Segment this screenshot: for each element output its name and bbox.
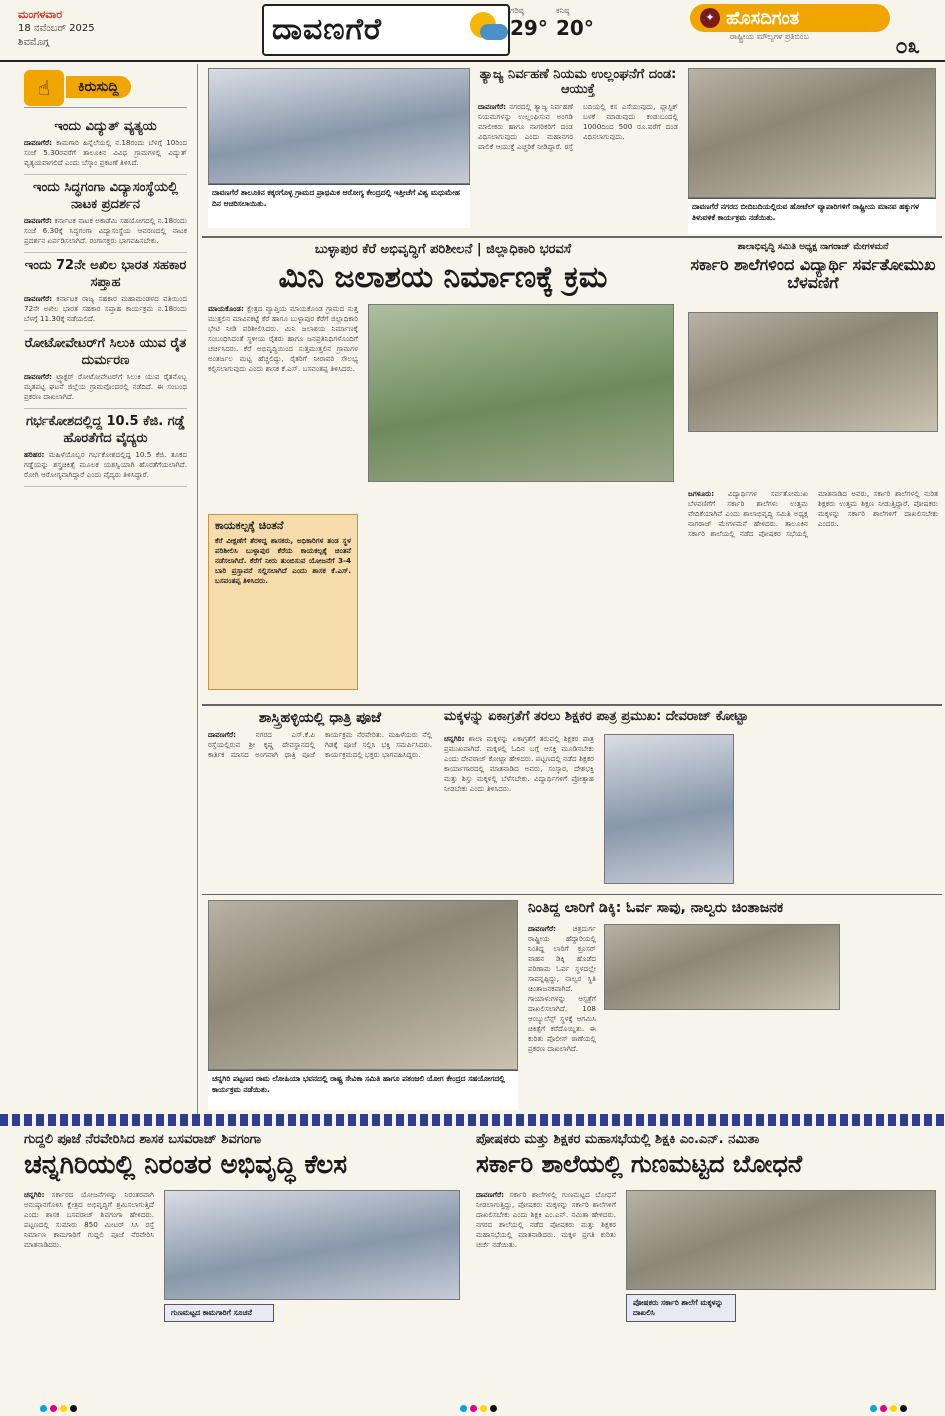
pull-quote-title: ಕಾಯಕಲ್ಪಕ್ಕೆ ಚಿಂತನೆ — [215, 518, 284, 532]
black-dot — [70, 1405, 77, 1412]
section-divider — [202, 894, 942, 895]
brief-title: ಇಂದು ಸಿದ್ಧಗಂಗಾ ವಿದ್ಯಾಸಂಸ್ಥೆಯಲ್ಲಿ ನಾಟಕ ಪ್ರದರ್ಶನ — [33, 180, 178, 212]
school-kicker: ಶಾಲಾಭಿವೃದ್ಧಿ ಸಮಿತಿ ಅಧ್ಯಕ್ಷ ನಾಗರಾಜ್ ಮೇಗಳಮನೆ — [737, 242, 889, 252]
brief-body: ಕಾಮಗಾರಿ ಹಿನ್ನೆಲೆಯಲ್ಲಿ ನ.18ರಂದು ಬೆಳಗ್ಗೆ 10ರಿಂದ ಸಂಜೆ 5.30ರವರೆಗೆ ತಾಲೂಕಿನ ವಿವಿಧ ಗ್ರಾಮಗಳಲ್ಲಿ ವಿದ್ಯುತ್ ವ್ಯತ್ಯಯವಾಗಲಿದೆ ಎಂದು ಬೆಸ್ಕಾಂ ಪ್ರಕಟಣೆ ತಿಳಿಸಿದೆ. — [24, 138, 187, 167]
accident-article — [528, 900, 938, 1110]
masthead — [0, 0, 945, 62]
parents-meeting-article — [476, 1132, 938, 1402]
teacher-headline: ಮಕ್ಕಳನ್ನು ಏಕಾಗ್ರತೆಗೆ ತರಲು ಶಿಕ್ಷಕರ ಪಾತ್ರ ಪ್ರಮುಖ: ದೇವರಾಜ್ ಕೋಟ್ಟಾ — [444, 710, 749, 724]
yellow-dot — [890, 1405, 897, 1412]
brief-title: ರೋಟೋವೇಟರ್‌ಗೆ ಸಿಲುಕಿ ಯುವ ರೈತ ದುರ್ಮರಣ — [24, 336, 187, 368]
puja-text — [208, 730, 432, 760]
yellow-dot — [60, 1405, 67, 1412]
enrol-inset: ಪೋಷಕರು ಸರ್ಕಾರಿ ಶಾಲೆಗೆ ಮಕ್ಕಳನ್ನು ದಾಖಲಿಸಿ — [626, 1294, 736, 1322]
max-temp-value: 29° — [510, 16, 548, 40]
accident-scene-photo — [604, 924, 840, 1010]
registration-marks — [40, 1405, 77, 1412]
ground-breaking-photo — [164, 1190, 460, 1300]
puja-headline: ಶಾಸ್ತ್ರಿಹಳ್ಳಿಯಲ್ಲಿ ಧಾತ್ರಿ ಪೂಜೆ — [258, 710, 382, 726]
lead-headline: ಮಿನಿ ಜಲಾಶಯ ನಿರ್ಮಾಣಕ್ಕೆ ಕ್ರಮ — [278, 260, 608, 295]
brief-dateline: ದಾವಣಗೆರೆ: — [24, 138, 53, 147]
accident-text — [528, 924, 596, 1054]
decorative-band — [0, 1114, 945, 1126]
school-meeting-photo — [688, 312, 938, 432]
page-number: ೦೩ — [895, 34, 920, 59]
lead-article — [208, 242, 678, 700]
brief-item — [24, 253, 187, 331]
brief-body: ಟ್ರ್ಯಾಕ್ಟರ್ ರೋಟೋವೇಟರ್‌ಗೆ ಸಿಲುಕಿ ಯುವ ರೈತನೊಬ್ಬ ಮೃತಪಟ್ಟ ಘಟನೆ ಜಿಲ್ಲೆಯ ಗ್ರಾಮವೊಂದರಲ್ಲಿ ನಡೆದಿದೆ. ಈ ಸಂಬಂಧ ಪ್ರಕರಣ ದಾಖಲಾಗಿದೆ. — [24, 372, 187, 401]
city-name: ದಾವಣಗೆರೆ — [272, 12, 382, 47]
pull-quote-box — [208, 514, 358, 690]
magenta-dot — [470, 1405, 477, 1412]
brief-title: ಇಂದು 72ನೇ ಅಖಿಲ ಭಾರತ ಸಹಕಾರ ಸಪ್ತಾಹ — [24, 258, 187, 290]
brief-item — [24, 114, 187, 175]
brief-dateline: ದಾವಣಗೆರೆ: — [24, 372, 53, 381]
registration-marks — [460, 1405, 497, 1412]
brief-dateline: ದಾವಣಗೆರೆ: — [24, 294, 53, 303]
puja-body: ನಗರದ ಎಸ್.ಕೆ.ಪಿ ರಸ್ತೆಯಲ್ಲಿರುವ ಶ್ರೀ ಕೃಷ್ಣ ದೇವಸ್ಥಾನದಲ್ಲಿ ಕಾರ್ತಿಕ ಮಾಸದ ಅಂಗವಾಗಿ ಧಾತ್ರಿ ಪೂಜೆ ಕಾರ್ಯಕ್ರಮ ನೆರವೇರಿತು. ಮಹಿಳೆಯರು ನೆಲ್ಲಿ ಗಿಡಕ್ಕೆ ಪೂಜೆ ಸಲ್ಲಿಸಿ ಭಕ್ತಿ ಸಮರ್ಪಿಸಿದರು. ಕಾರ್ಯಕ್ರಮದಲ್ಲಿ ಭಕ್ತರು ಭಾಗವಹಿಸಿದ್ದರು. — [208, 730, 432, 760]
development-dateline: ಚನ್ನಗಿರಿ: — [24, 1190, 45, 1199]
yellow-dot — [480, 1405, 487, 1412]
news-briefs-column — [0, 64, 198, 1114]
min-temp-block — [556, 6, 600, 40]
dateline-block — [18, 8, 95, 50]
lead-body-area — [208, 304, 678, 701]
brief-title: ಗರ್ಭಕೋಶದಲ್ಲಿದ್ದ 10.5 ಕೆಜಿ. ಗಡ್ಡೆ ಹೊರತೆಗೆದ ವೈದ್ಯರು — [26, 414, 185, 446]
school-dateline: ಜಗಳೂರು: — [688, 488, 715, 498]
brief-body: ಮಹಿಳೆಯೊಬ್ಬರ ಗರ್ಭಕೋಶದಲ್ಲಿದ್ದ 10.5 ಕೆಜಿ. ತೂಕದ ಗಡ್ಡೆಯನ್ನು ಶಸ್ತ್ರಚಿಕಿತ್ಸೆ ಮೂಲಕ ಯಶಸ್ವಿಯಾಗಿ ಹೊರತೆಗೆಯಲಾಗಿದೆ. ರೋಗಿ ಆರೋಗ್ಯವಾಗಿದ್ದಾರೆ ಎಂದು ವೈದ್ಯರು ತಿಳಿಸಿದ್ದಾರೆ. — [24, 450, 187, 479]
parents-meeting-headline: ಸರ್ಕಾರಿ ಶಾಲೆಯಲ್ಲಿ ಗುಣಮಟ್ಟದ ಬೋಧನೆ — [476, 1150, 803, 1178]
school-text — [688, 489, 938, 539]
brand-name: ಹೊಸದಿಗಂತ — [726, 7, 800, 29]
puja-article — [208, 710, 432, 890]
development-kicker: ಗುದ್ದಲಿ ಪೂಜೆ ನೆರವೇರಿಸಿದ ಶಾಸಕ ಬಸವರಾಜ್ ಶಿವಗಂಗಾ — [24, 1132, 262, 1147]
parents-meeting-dateline: ದಾವಣಗೆರೆ: — [476, 1190, 505, 1199]
black-dot — [490, 1405, 497, 1412]
magenta-dot — [50, 1405, 57, 1412]
brief-title: ಇಂದು ವಿದ್ಯುತ್ ವ್ಯತ್ಯಯ — [54, 119, 157, 134]
teacher-article — [444, 710, 938, 890]
seva-samiti-caption: ಚನ್ನಗಿರಿ ಪಟ್ಟಣದ ರಾಮ ಲೋಹಿಯಾ ಭವನದಲ್ಲಿ ರಾಷ್ಟ್ರ ಸೇವಿಕಾ ಸಮಿತಿ ಹಾಗೂ ಪತಂಜಲಿ ಯೋಗ ಕೇಂದ್ರದ ಸಹಯೋಗದಲ್ಲಿ ಕಾರ್ಯಕ್ರಮ ನಡೆಯಿತು. — [208, 1070, 518, 1110]
black-dot — [900, 1405, 907, 1412]
magenta-dot — [880, 1405, 887, 1412]
school-headline: ಸರ್ಕಾರಿ ಶಾಲೆಗಳಿಂದ ವಿದ್ಯಾರ್ಥಿ ಸರ್ವತೋಮುಖ ಬೆಳವಣಿಗೆ — [690, 255, 936, 293]
accident-dateline: ದಾವಣಗೆರೆ: — [528, 924, 557, 933]
newspaper-brand — [690, 4, 920, 59]
brief-item — [24, 331, 187, 409]
brand-logo — [690, 4, 890, 32]
development-headline: ಚನ್ನಗಿರಿಯಲ್ಲಿ ನಿರಂತರ ಅಭಿವೃದ್ಧಿ ಕೆಲಸ — [24, 1150, 348, 1180]
weather-widget — [470, 6, 600, 52]
max-temp-label: ಗರಿಷ್ಠ — [510, 6, 524, 15]
issue-date: 18 ನವೆಂಬರ್ 2025 — [18, 23, 95, 34]
brief-text — [24, 216, 187, 246]
development-body: ಸರ್ಕಾರದ ಯೋಜನೆಗಳನ್ನು ನಿರಂತರವಾಗಿ ಅನುಷ್ಠಾನಗೊಳಿಸಿ ಕ್ಷೇತ್ರದ ಅಭಿವೃದ್ಧಿಗೆ ಶ್ರಮಿಸಲಾಗುತ್ತಿದೆ ಎಂದು ಶಾಸಕ ಬಸವರಾಜ್ ಶಿವಗಂಗಾ ಹೇಳಿದರು. ಪಟ್ಟಣದಲ್ಲಿ ಸುಮಾರು 850 ಮೀಟರ್ ಸಿಸಿ ರಸ್ತೆ ನಿರ್ಮಾಣ ಕಾಮಗಾರಿಗೆ ಗುದ್ದಲಿ ಪೂಜೆ ನೆರವೇರಿಸಿ ಮಾತನಾಡಿದರು. — [24, 1190, 154, 1249]
teacher-workshop-photo — [604, 734, 734, 884]
teacher-body: ಶಾಲಾ ಮಕ್ಕಳನ್ನು ಏಕಾಗ್ರತೆಗೆ ತರುವಲ್ಲಿ ಶಿಕ್ಷಕರ ಪಾತ್ರ ಪ್ರಮುಖವಾಗಿದೆ. ಮಕ್ಕಳಲ್ಲಿ ಓದಿನ ಬಗ್ಗೆ ಆಸಕ್ತಿ ಮೂಡಿಸಬೇಕು ಎಂದು ದೇವರಾಜ್ ಕೋಟ್ಟಾ ಹೇಳಿದರು. ಪಟ್ಟಣದಲ್ಲಿ ನಡೆದ ಶಿಕ್ಷಕರ ಕಾರ್ಯಾಗಾರದಲ್ಲಿ ಮಾತನಾಡಿದ ಅವರು, ಸಂಸ್ಕಾರ, ದೇಶಭಕ್ತಿ ಮತ್ತು ಶಿಸ್ತು ಮಕ್ಕಳಲ್ಲಿ ಬೆಳೆಸಬೇಕು. ವಿದ್ಯಾರ್ಥಿಗಳಿಗೆ ಪ್ರೋತ್ಸಾಹ ನೀಡಬೇಕು ಎಂದು ತಿಳಿಸಿದರು. — [444, 734, 594, 793]
development-text — [24, 1190, 154, 1250]
weekday: ಮಂಗಳವಾರ — [18, 8, 63, 21]
school-article — [688, 242, 938, 700]
accident-body: ಚಿತ್ರದುರ್ಗ ರಾಷ್ಟ್ರೀಯ ಹೆದ್ದಾರಿಯಲ್ಲಿ ನಿಂತಿದ್ದ ಲಾರಿಗೆ ಕ್ರೂಸರ್ ವಾಹನ ಡಿಕ್ಕಿ ಹೊಡೆದ ಪರಿಣಾಮ ಓರ್ವ ಸ್ಥಳದಲ್ಲೇ ಸಾವನ್ನಪ್ಪಿದ್ದು, ನಾಲ್ವರ ಸ್ಥಿತಿ ಚಿಂತಾಜನಕವಾಗಿದೆ. ಗಾಯಾಳುಗಳನ್ನು ಆಸ್ಪತ್ರೆಗೆ ದಾಖಲಿಸಲಾಗಿದೆ. 108 ಆಂಬ್ಯುಲೆನ್ಸ್ ಸ್ಥಳಕ್ಕೆ ಆಗಮಿಸಿ ಚಿಕಿತ್ಸೆಗೆ ಕರೆದೊಯ್ದಿತು. ಈ ಕುರಿತು ಪೊಲೀಸ್ ಠಾಣೆಯಲ್ಲಿ ಪ್ರಕರಣ ದಾಖಲಾಗಿದೆ. — [528, 924, 596, 1053]
development-article — [24, 1132, 464, 1402]
diabetes-day-caption: ದಾವಣಗೆರೆ ತಾಲೂಕಿನ ಕಕ್ಕರಗೊಳ್ಳ ಗ್ರಾಮದ ಪ್ರಾಥಮಿಕ ಆರೋಗ್ಯ ಕೇಂದ್ರದಲ್ಲಿ ಇತ್ತೀಚೆಗೆ ವಿಶ್ವ ಮಧುಮೇಹ ದಿನ ಆಚರಿಸಲಾಯಿತು. — [208, 184, 470, 228]
quality-work-inset: ಗುಣಮಟ್ಟದ ಕಾಮಗಾರಿಗೆ ಸೂಚನೆ — [164, 1304, 274, 1322]
brief-text — [24, 138, 187, 168]
teacher-dateline: ಚನ್ನಗಿರಿ: — [444, 734, 465, 743]
brief-item — [24, 409, 187, 487]
edition-name: ಶಿವಮೊಗ್ಗ — [18, 37, 50, 48]
brief-dateline: ಹರಿಹರ: — [24, 450, 45, 459]
lead-kicker: ಬುಳ್ಳಾಪುರ ಕೆರೆ ಅಭಿವೃದ್ಧಿಗೆ ಪರಿಶೀಲನೆ | ಜಿಲ್ಲಾಧಿಕಾರಿ ಭರವಸೆ — [314, 242, 572, 257]
diabetes-day-photo — [208, 68, 470, 184]
teacher-text — [444, 734, 594, 794]
lead-body: ಕ್ಷೇತ್ರದ ವ್ಯಾಪ್ತಿಯ ಮಾಯಕೊಂಡ ಗ್ರಾಮದ ಸುತ್ತ ಮುತ್ತಲಿನ ಮಾವಿನಕಟ್ಟೆ ಕೆರೆ ಹಾಗೂ ಬುಳ್ಳಾಪುರ ಕೆರೆಗೆ ಜಿಲ್ಲಾಧಿಕಾರಿ ಭೇಟಿ ನೀಡಿ ಪರಿಶೀಲಿಸಿದರು. ಮಿನಿ ಜಲಾಶಯ ನಿರ್ಮಾಣಕ್ಕೆ ಸಂಬಂಧಿಸಿದಂತೆ ಸ್ಥಳೀಯ ರೈತರು ಹಾಗೂ ಜನಪ್ರತಿನಿಧಿಗಳೊಂದಿಗೆ ಚರ್ಚಿಸಿದರು. ಕೆರೆ ಅಭಿವೃದ್ಧಿಯಿಂದ ಸುತ್ತಮುತ್ತಲಿನ ಗ್ರಾಮಗಳ ಅಂತರ್ಜಲ ಮಟ್ಟ ಹೆಚ್ಚಲಿದ್ದು, ರೈತರಿಗೆ ನೀರಾವರಿ ಸೌಲಭ್ಯ ಕಲ್ಪಿಸಲಾಗುವುದು ಎಂದು ಶಾಸಕ ಕೆ.ಎಸ್. ಬಸವಂತಪ್ಪ ತಿಳಿಸಿದರು. — [208, 303, 358, 373]
parents-meeting-body: ಸರ್ಕಾರಿ ಶಾಲೆಗಳಲ್ಲಿ ಗುಣಮಟ್ಟದ ಬೋಧನೆ ನೀಡಲಾಗುತ್ತಿದ್ದು, ಪೋಷಕರು ಮಕ್ಕಳನ್ನು ಸರ್ಕಾರಿ ಶಾಲೆಗಳಿಗೆ ದಾಖಲಿಸಬೇಕು ಎಂದು ಶಿಕ್ಷಕಿ ಎಂ.ಎನ್. ನಮಿತಾ ಹೇಳಿದರು. ನಗರದ ಶಾಲೆಯಲ್ಲಿ ನಡೆದ ಪೋಷಕರು ಮತ್ತು ಶಿಕ್ಷಕರ ಮಹಾಸಭೆಯಲ್ಲಿ ಮಾತನಾಡಿದರು. ಮಕ್ಕಳ ಪ್ರಗತಿ ಕುರಿತು ಚರ್ಚೆ ನಡೆಯಿತು. — [476, 1190, 616, 1249]
brand-tagline: ರಾಷ್ಟ್ರೀಯ ಮೌಲ್ಯಗಳ ಪ್ರತಿಬಿಂಬ — [730, 32, 809, 41]
puja-dateline: ದಾವಣಗೆರೆ: — [208, 730, 237, 740]
cyan-dot — [40, 1405, 47, 1412]
brief-body: ಕರ್ನಾಟಕ ರಾಜ್ಯ ಸಹಕಾರ ಮಹಾಮಂಡಳದ ವತಿಯಿಂದ 72ನೇ ಅಖಿಲ ಭಾರತ ಸಹಕಾರ ಸಪ್ತಾಹ ಕಾರ್ಯಕ್ರಮ ನ.18ರಂದು ಬೆಳಗ್ಗೆ 11.30ಕ್ಕೆ ನಡೆಯಲಿದೆ. — [24, 294, 187, 323]
cyan-dot — [460, 1405, 467, 1412]
lead-dateline: ಮಾಯಕೊಂಡ: — [208, 303, 244, 313]
brief-item — [24, 175, 187, 253]
accident-headline: ನಿಂತಿದ್ದ ಲಾರಿಗೆ ಡಿಕ್ಕಿ: ಓರ್ವ ಸಾವು, ನಾಲ್ವರು ಚಿಂತಾಜನಕ — [528, 900, 784, 916]
section-divider — [202, 236, 942, 238]
briefs-title: ಕಿರುಸುದ್ದಿ — [66, 76, 131, 98]
brief-text — [24, 294, 187, 324]
brief-text — [24, 372, 187, 402]
waste-rule-body: ನಗರದಲ್ಲಿ ತ್ಯಾಜ್ಯ ನಿರ್ವಹಣೆ ನಿಯಮಗಳನ್ನು ಉಲ್ಲಂಘಿಸುವ ಅಂಗಡಿ ಮಾಲೀಕರು ಹಾಗೂ ನಾಗರಿಕರಿಗೆ ದಂಡ ವಿಧಿಸಲಾಗುವುದು ಎಂದು ಮಹಾನಗರ ಪಾಲಿಕೆ ಆಯುಕ್ತೆ ಎಚ್ಚರಿಕೆ ನೀಡಿದ್ದಾರೆ. ರಸ್ತೆ ಬದಿಯಲ್ಲಿ ಕಸ ಎಸೆಯುವುದು, ಪ್ಲಾಸ್ಟಿಕ್ ಬಳಕೆ ಮಾಡುವುದು ಕಂಡುಬಂದಲ್ಲಿ 1000ದಿಂದ 500 ರೂ.ವರೆಗೆ ದಂಡ ವಿಧಿಸಲಾಗುವುದು. — [478, 101, 678, 151]
waste-rule-headline: ತ್ಯಾಜ್ಯ ನಿರ್ವಹಣೆ ನಿಯಮ ಉಲ್ಲಂಘನೆಗೆ ದಂಡ: ಆಯುಕ್ತೆ — [479, 68, 677, 97]
waste-rule-dateline: ದಾವಣಗೆರೆ: — [478, 101, 507, 111]
briefs-header — [24, 64, 187, 108]
registration-marks — [870, 1405, 907, 1412]
brief-text — [24, 450, 187, 480]
brief-dateline: ದಾವಣಗೆರೆ: — [24, 216, 53, 225]
waste-rule-text — [478, 102, 678, 152]
max-temp-block — [510, 6, 554, 40]
cloud-icon — [480, 24, 508, 40]
min-temp-label: ಕನಿಷ್ಠ — [556, 6, 570, 15]
waste-rule-article — [478, 68, 678, 228]
brand-emblem-icon: ✦ — [700, 8, 720, 28]
cyan-dot — [870, 1405, 877, 1412]
min-temp-value: 20° — [556, 16, 594, 40]
hotel-workshop-caption: ದಾವಣಗೆರೆ ನಗರದ ಬೀದಿಬದಿಯಲ್ಲಿರುವ ಹೋಟೆಲ್ ವ್ಯಾಪಾರಿಗಳಿಗೆ ರಾಷ್ಟ್ರೀಯ ಮಾನವ ಹಕ್ಕುಗಳ ತಿಳುವಳಿಕೆ ಕಾರ್ಯಕ್ರಮ ನಡೆಯಿತು. — [688, 198, 936, 234]
school-body: ವಿದ್ಯಾರ್ಥಿಗಳ ಸರ್ವತೋಮುಖ ಬೆಳವಣಿಗೆಗೆ ಸರ್ಕಾರಿ ಶಾಲೆಗಳು ಉತ್ತಮ ವೇದಿಕೆಯಾಗಿವೆ ಎಂದು ಶಾಲಾಭಿವೃದ್ಧಿ ಸಮಿತಿ ಅಧ್ಯಕ್ಷ ನಾಗರಾಜ್ ಮೇಗಳಮನೆ ಹೇಳಿದರು. ತಾಲೂಕಿನ ಸರ್ಕಾರಿ ಶಾಲೆಯಲ್ಲಿ ನಡೆದ ಪೋಷಕರ ಸಭೆಯಲ್ಲಿ ಮಾತನಾಡಿದ ಅವರು, ಸರ್ಕಾರಿ ಶಾಲೆಗಳಲ್ಲಿ ನುರಿತ ಶಿಕ್ಷಕರು ಉತ್ತಮ ಶಿಕ್ಷಣ ನೀಡುತ್ತಿದ್ದಾರೆ. ಪೋಷಕರು ಮಕ್ಕಳನ್ನು ಸರ್ಕಾರಿ ಶಾಲೆಗಳಿಗೆ ದಾಖಲಿಸಬೇಕು ಎಂದರು. — [688, 488, 938, 538]
pull-quote-body: ಕೆರೆ ವೀಕ್ಷಣೆಗೆ ತೆರಳಿದ್ದ ಶಾಸಕರು, ಅಧಿಕಾರಿಗಳ ತಂಡ ಸ್ಥಳ ಪರಿಶೀಲಿಸಿ ಬುಳ್ಳಾಪುರ ಕೆರೆಯ ಕಾಯಕಲ್ಪಕ್ಕೆ ಚಿಂತನೆ ನಡೆಸಲಾಗಿದೆ. ಕೆರೆಗೆ ನೀರು ತುಂಬಿಸುವ ಯೋಜನೆಗೆ 3-4 ಬಾರಿ ಪ್ರಸ್ತಾವನೆ ಸಲ್ಲಿಸಲಾಗಿದೆ ಎಂದು ಶಾಸಕ ಕೆ.ಎಸ್. ಬಸವಂತಪ್ಪ ತಿಳಿಸಿದರು. — [215, 535, 351, 585]
brief-body: ಕರ್ನಾಟಕ ನಾಟಕ ಅಕಾಡೆಮಿ ಸಹಯೋಗದಲ್ಲಿ ನ.18ರಂದು ಸಂಜೆ 6.30ಕ್ಕೆ ಸಿದ್ಧಗಂಗಾ ವಿದ್ಯಾಸಂಸ್ಥೆಯ ಆವರಣದಲ್ಲಿ ನಾಟಕ ಪ್ರದರ್ಶನ ಏರ್ಪಡಿಸಲಾಗಿದೆ. ರಂಗಾಸಕ್ತರು ಭಾಗವಹಿಸಬೇಕು. — [24, 216, 187, 245]
lake-inspection-photo — [368, 304, 674, 482]
parents-meeting-kicker: ಪೋಷಕರು ಮತ್ತು ಶಿಕ್ಷಕರ ಮಹಾಸಭೆಯಲ್ಲಿ ಶಿಕ್ಷಕಿ ಎಂ.ಎನ್. ನಮಿತಾ — [476, 1132, 760, 1147]
pointing-hand-icon: ☝ — [24, 70, 64, 106]
parents-meeting-text — [476, 1190, 616, 1250]
section-divider — [202, 704, 942, 706]
parents-meeting-photo — [626, 1190, 936, 1290]
seva-samiti-group-photo — [208, 900, 518, 1070]
lead-text — [208, 304, 358, 374]
hotel-workshop-photo — [688, 68, 936, 198]
